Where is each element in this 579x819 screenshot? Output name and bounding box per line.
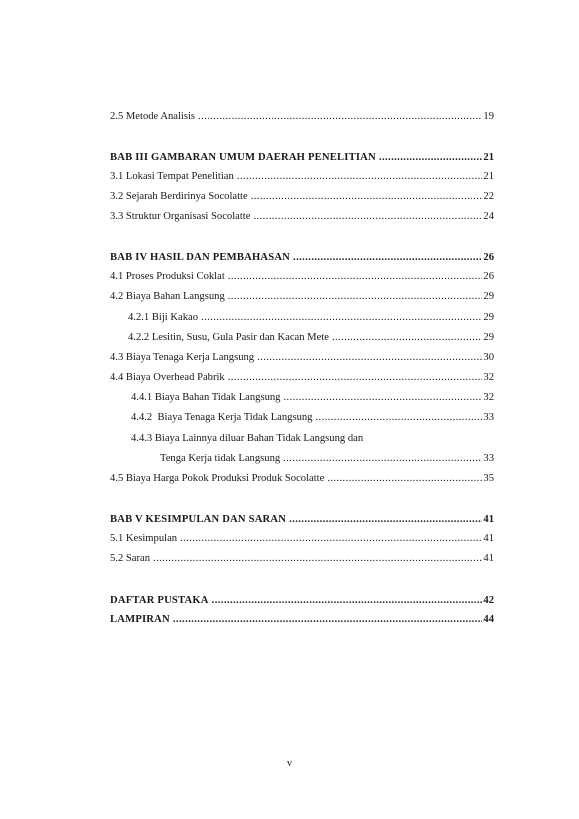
toc-leader-dots	[253, 210, 482, 224]
toc-leader-dots	[228, 290, 483, 304]
toc-entry-4-2-1	[128, 311, 494, 325]
toc-entry-page: 29	[483, 332, 494, 343]
toc-entry-title: 4.3 Biaya Tenaga Kerja Langsung	[110, 352, 255, 363]
toc-leader-dots	[228, 371, 483, 385]
toc-entry-4-5	[110, 472, 494, 486]
toc-entry-title: 4.1 Proses Produksi Coklat	[110, 271, 225, 282]
toc-entry-page: 41	[483, 553, 494, 564]
toc-entry-page: 33	[483, 453, 494, 464]
toc-lampiran	[110, 613, 494, 627]
toc-entry-3-2	[110, 190, 494, 204]
toc-leader-dots	[332, 331, 482, 345]
toc-leader-dots	[257, 351, 482, 365]
toc-entry-title: Tenga Kerja tidak Langsung	[160, 453, 281, 464]
toc-entry-page: 21	[483, 171, 494, 182]
toc-leader-dots	[180, 532, 482, 546]
toc-entry-page: 35	[483, 473, 494, 484]
toc-leader-dots	[379, 151, 483, 165]
toc-entry-title: 3.1 Lokasi Tempat Penelitian	[110, 171, 234, 182]
toc-entry-5-1	[110, 532, 494, 546]
toc-entry-4-2-2	[128, 331, 494, 345]
toc-entry-page: 22	[483, 191, 494, 202]
toc-entry-title: DAFTAR PUSTAKA	[110, 595, 209, 606]
toc-entry-3-1	[110, 170, 494, 184]
toc-entry-title: 3.3 Struktur Organisasi Socolatte	[110, 211, 251, 222]
toc-entry-title: 4.4 Biaya Overhead Pabrik	[110, 372, 225, 383]
toc-chapter-bab-iii	[110, 151, 494, 165]
toc-entry-2-5	[110, 110, 494, 124]
toc-leader-dots	[289, 513, 482, 527]
toc-entry-page: 33	[483, 412, 494, 423]
toc-leader-dots	[283, 452, 482, 466]
toc-entry-page: 32	[483, 372, 494, 383]
toc-entry-title: 2.5 Metode Analisis	[110, 111, 196, 122]
toc-entry-page: 19	[483, 111, 494, 122]
toc-entry-4-2	[110, 290, 494, 304]
toc-leader-dots	[283, 391, 482, 405]
toc-chapter-bab-v	[110, 513, 494, 527]
toc-entry-4-4	[110, 371, 494, 385]
toc-chapter-bab-iv	[110, 251, 494, 265]
toc-entry-4-1	[110, 270, 494, 284]
toc-entry-4-4-3-continued	[160, 452, 494, 466]
toc-leader-dots	[327, 472, 482, 486]
toc-entry-title: 4.2.1 Biji Kakao	[128, 312, 199, 323]
toc-entry-page: 42	[483, 595, 494, 606]
toc-entry-title: BAB V KESIMPULAN DAN SARAN	[110, 514, 287, 525]
toc-leader-dots	[198, 110, 482, 124]
toc-entry-title: 5.1 Kesimpulan	[110, 533, 178, 544]
toc-entry-page: 26	[483, 271, 494, 282]
toc-leader-dots	[293, 251, 482, 265]
toc-entry-page: 29	[483, 312, 494, 323]
toc-leader-dots	[212, 594, 483, 608]
toc-entry-title: LAMPIRAN	[110, 614, 170, 625]
toc-daftar-pustaka	[110, 594, 494, 608]
toc-entry-page: 41	[483, 514, 494, 525]
toc-entry-title: 5.2 Saran	[110, 553, 151, 564]
toc-entry-title: 4.5 Biaya Harga Pokok Produksi Produk Socolatte	[110, 473, 325, 484]
toc-entry-page: 21	[483, 152, 494, 163]
page-number: v	[286, 758, 293, 769]
toc-entry-title: 4.2 Biaya Bahan Langsung	[110, 291, 225, 302]
toc-leader-dots	[173, 613, 483, 627]
toc-entry-4-4-2	[131, 411, 494, 425]
toc-entry-page: 30	[483, 352, 494, 363]
toc-entry-4-3	[110, 351, 494, 365]
toc-entry-4-4-3	[131, 432, 494, 446]
toc-leader-dots	[251, 190, 483, 204]
toc-entry-page: 44	[483, 614, 494, 625]
toc-entry-page: 29	[483, 291, 494, 302]
toc-entry-title: 4.4.3 Biaya Lainnya diluar Bahan Tidak Langsung dan	[131, 433, 364, 444]
toc-entry-title: 4.4.1 Biaya Bahan Tidak Langsung	[131, 392, 281, 403]
toc-entry-3-3	[110, 210, 494, 224]
toc-leader-dots	[315, 411, 482, 425]
toc-entry-page: 24	[483, 211, 494, 222]
toc-entry-page: 41	[483, 533, 494, 544]
toc-entry-title: 3.2 Sejarah Berdirinya Socolatte	[110, 191, 248, 202]
toc-leader-dots	[153, 552, 482, 566]
toc-entry-page: 26	[483, 252, 494, 263]
toc-entry-5-2	[110, 552, 494, 566]
toc-leader-dots	[228, 270, 483, 284]
toc-entry-title: 4.4.2 Biaya Tenaga Kerja Tidak Langsung	[131, 412, 313, 423]
toc-entry-4-4-1	[131, 391, 494, 405]
toc-entry-title: BAB III GAMBARAN UMUM DAERAH PENELITIAN	[110, 152, 376, 163]
toc-leader-dots	[237, 170, 483, 184]
toc-entry-title: BAB IV HASIL DAN PEMBAHASAN	[110, 252, 291, 263]
toc-entry-page: 32	[483, 392, 494, 403]
toc-leader-dots	[201, 311, 482, 325]
toc-entry-title: 4.2.2 Lesitin, Susu, Gula Pasir dan Kacan Mete	[128, 332, 329, 343]
